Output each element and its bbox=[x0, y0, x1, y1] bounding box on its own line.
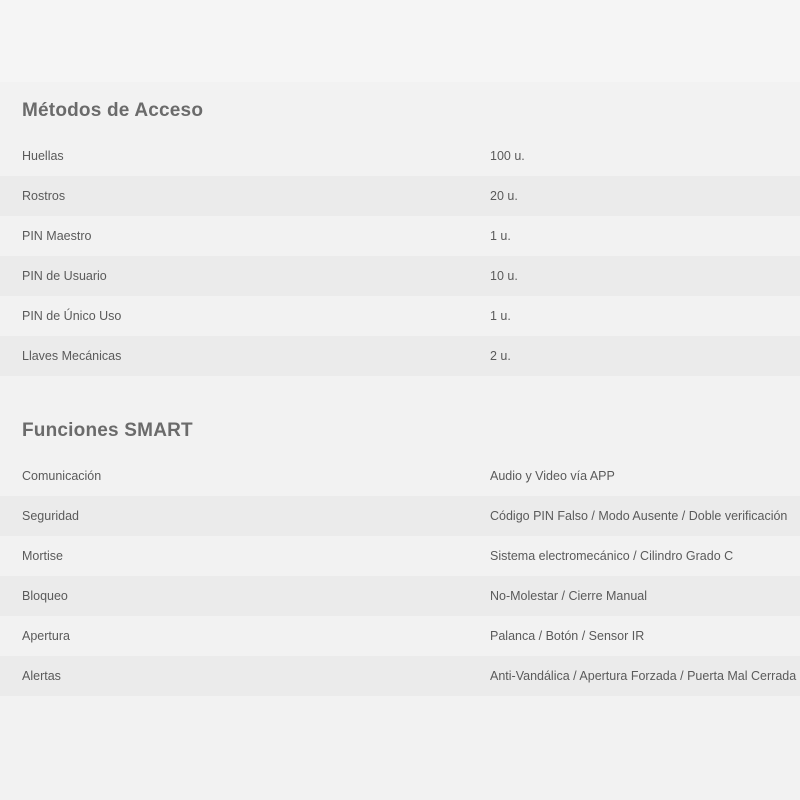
spec-label: Huellas bbox=[22, 149, 64, 163]
spec-value: Palanca / Botón / Sensor IR bbox=[490, 629, 645, 643]
spec-value: Audio y Video vía APP bbox=[490, 469, 615, 483]
spec-label: Seguridad bbox=[22, 509, 79, 523]
spec-value: 100 u. bbox=[490, 149, 525, 163]
spec-label: PIN de Único Uso bbox=[22, 309, 122, 323]
spec-table bbox=[0, 456, 800, 696]
spec-label: Comunicación bbox=[22, 469, 102, 483]
spec-label: Rostros bbox=[22, 189, 66, 203]
spec-value: 10 u. bbox=[490, 269, 518, 283]
spec-label: PIN de Usuario bbox=[22, 269, 107, 283]
spec-value: 1 u. bbox=[490, 229, 511, 243]
spec-value: 20 u. bbox=[490, 189, 518, 203]
table-row bbox=[0, 136, 800, 176]
table-row bbox=[0, 656, 800, 696]
spec-value: Anti-Vandálica / Apertura Forzada / Puerta Mal Cerrada bbox=[490, 669, 797, 683]
table-row bbox=[0, 456, 800, 496]
table-row bbox=[0, 336, 800, 376]
specifications-content bbox=[0, 82, 800, 722]
spec-value: No-Molestar / Cierre Manual bbox=[490, 589, 647, 603]
table-row bbox=[0, 216, 800, 256]
spec-value: Código PIN Falso / Modo Ausente / Doble verificación bbox=[490, 509, 788, 523]
section-metodos-de-acceso bbox=[0, 82, 800, 376]
table-row bbox=[0, 256, 800, 296]
spec-label: PIN Maestro bbox=[22, 229, 92, 243]
spec-label: Llaves Mecánicas bbox=[22, 349, 122, 363]
spec-table bbox=[0, 136, 800, 376]
table-row bbox=[0, 616, 800, 656]
spec-label: Alertas bbox=[22, 669, 61, 683]
spec-value: 2 u. bbox=[490, 349, 511, 363]
table-row bbox=[0, 536, 800, 576]
table-row bbox=[0, 176, 800, 216]
page-top-spacer bbox=[0, 0, 800, 82]
spec-label: Apertura bbox=[22, 629, 70, 643]
section-funciones-smart bbox=[0, 402, 800, 696]
table-row bbox=[0, 496, 800, 536]
table-row bbox=[0, 576, 800, 616]
section-title: Funciones SMART bbox=[22, 420, 193, 441]
section-title: Métodos de Acceso bbox=[22, 100, 204, 121]
spec-label: Bloqueo bbox=[22, 589, 68, 603]
table-row bbox=[0, 296, 800, 336]
spec-label: Mortise bbox=[22, 549, 63, 563]
spec-value: Sistema electromecánico / Cilindro Grado C bbox=[490, 549, 734, 563]
spec-value: 1 u. bbox=[490, 309, 511, 323]
